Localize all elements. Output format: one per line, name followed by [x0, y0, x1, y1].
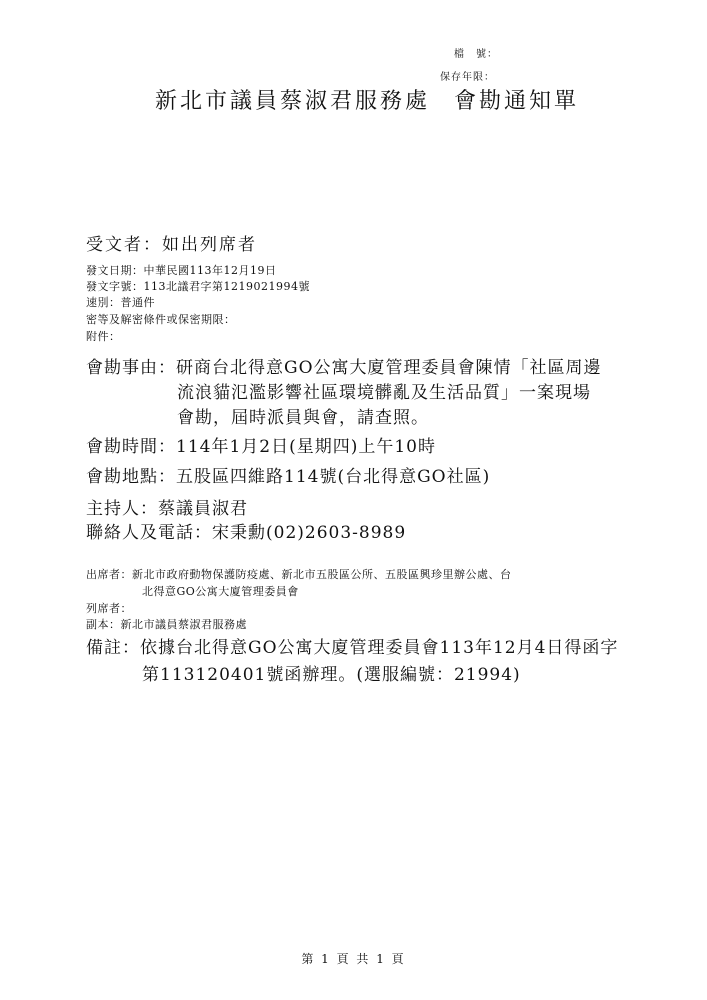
inspection-location: 會勘地點：五股區四維路114號(台北得意GO社區)	[86, 467, 491, 487]
page-title	[155, 84, 579, 115]
subject-line-2: 流浪貓氾濫影響社區環境髒亂及生活品質」一案現場	[177, 383, 591, 403]
retention-label: 保存年限：	[440, 72, 495, 83]
page-number: 第 1 頁 共 1 頁	[301, 952, 406, 966]
issue-date: 發文日期：中華民國113年12月19日	[86, 264, 277, 277]
subject-line-3: 會勘，屆時派員與會，請查照。	[177, 408, 429, 428]
copy-to: 副本：新北市議員蔡淑君服務處	[86, 618, 247, 631]
recipient: 受文者：如出列席者	[86, 235, 257, 255]
attachment: 附件：	[86, 330, 121, 343]
office-name: 新北市議員蔡淑君服務處	[155, 89, 431, 114]
remarks-line-1: 備註：依據台北得意GO公寓大廈管理委員會113年12月4日得函字	[86, 638, 619, 658]
security-class: 密等及解密條件或保密期限：	[86, 313, 236, 326]
subject-line-1: 會勘事由：研商台北得意GO公寓大廈管理委員會陳情「社區周邊	[86, 358, 602, 378]
remarks-line-2: 第113120401號函辦理。(選服編號：21994)	[142, 665, 521, 685]
file-number-label: 檔 號：	[454, 49, 498, 60]
form-name: 會勘通知單	[454, 89, 580, 114]
attendees-line-1: 出席者：新北市政府動物保護防疫處、新北市五股區公所、五股區興珍里辦公處、台	[86, 568, 512, 581]
document-number: 發文字號：113北議君字第1219021994號	[86, 280, 310, 293]
speed-class: 速別：普通件	[86, 296, 155, 309]
observers: 列席者：	[86, 602, 132, 615]
inspection-time: 會勘時間：114年1月2日(星期四)上午10時	[86, 437, 436, 457]
contact-person: 聯絡人及電話：宋秉勳(02)2603-8989	[86, 523, 407, 543]
attendees-line-2: 北得意GO公寓大廈管理委員會	[142, 585, 299, 598]
remarks	[86, 635, 618, 689]
host: 主持人：蔡議員淑君	[86, 499, 248, 519]
inspection-subject	[86, 356, 646, 431]
